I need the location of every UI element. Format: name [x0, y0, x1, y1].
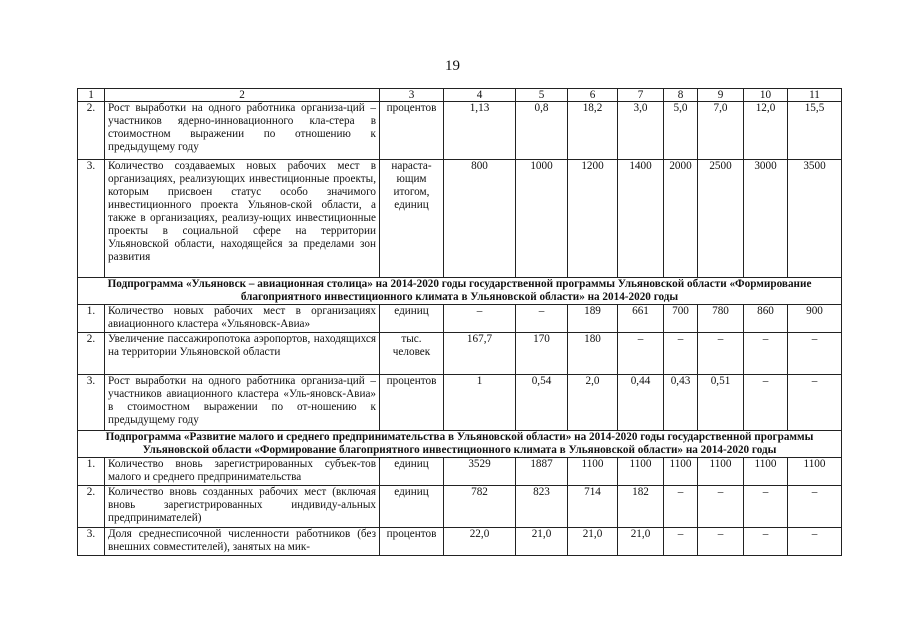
row-number: 2.	[78, 102, 105, 160]
value-cell: –	[664, 333, 698, 375]
value-cell: 0,43	[664, 375, 698, 431]
value-cell: 860	[744, 305, 788, 333]
value-cell: –	[744, 528, 788, 556]
value-cell: –	[788, 333, 842, 375]
value-cell: 1100	[618, 458, 664, 486]
table-row	[78, 305, 842, 333]
subprogram-heading: Подпрограмма «Развитие малого и среднего предпринимательства в Ульяновской области» на 2014-2020 годы государственной программы Ульяновской области «Формирование благоприятного инвестиционного климата в Ульяновской области» на 2014-2020 годы	[78, 431, 842, 458]
value-cell: 3000	[744, 160, 788, 278]
value-cell: 5,0	[664, 102, 698, 160]
value-cell: 21,0	[618, 528, 664, 556]
value-cell: 182	[618, 486, 664, 528]
column-number: 8	[664, 89, 698, 102]
column-number: 3	[380, 89, 444, 102]
column-number: 7	[618, 89, 664, 102]
value-cell: 1100	[664, 458, 698, 486]
value-cell: 1100	[788, 458, 842, 486]
column-number: 11	[788, 89, 842, 102]
value-cell: –	[788, 528, 842, 556]
column-number: 2	[105, 89, 380, 102]
value-cell: 1200	[568, 160, 618, 278]
column-number: 5	[516, 89, 568, 102]
value-cell: 1000	[516, 160, 568, 278]
table-row	[78, 458, 842, 486]
value-cell: –	[664, 486, 698, 528]
indicator-name: Рост выработки на одного работника организа-ций – участников ядерно-инновационного кла-стера в стоимостном выражении по отношению к предыдущему году	[105, 102, 380, 160]
value-cell: 3,0	[618, 102, 664, 160]
value-cell: –	[698, 333, 744, 375]
unit-cell: процентов	[380, 375, 444, 431]
value-cell: –	[516, 305, 568, 333]
unit-cell: процентов	[380, 528, 444, 556]
value-cell: 2,0	[568, 375, 618, 431]
indicator-name: Количество создаваемых новых рабочих мест в организациях, реализующих инвестиционные проекты, которым присвоен статус особо значимого инвестиционного проекта Ульянов-ской области, а также в организациях, реализу-ющих инвестиционные проекты в социальной сфере на территории Ульяновской области, находящейся за пределами зон развития	[105, 160, 380, 278]
row-number: 1.	[78, 305, 105, 333]
value-cell: 189	[568, 305, 618, 333]
value-cell: 12,0	[744, 102, 788, 160]
value-cell: –	[698, 486, 744, 528]
value-cell: 1100	[698, 458, 744, 486]
value-cell: 1	[444, 375, 516, 431]
value-cell: 1100	[744, 458, 788, 486]
value-cell: 2500	[698, 160, 744, 278]
value-cell: 800	[444, 160, 516, 278]
indicator-name: Рост выработки на одного работника организа-ций – участников авиационного кластера «Уль-яновск-Авиа» в стоимостном выражении по от-ношению к предыдущему году	[105, 375, 380, 431]
value-cell: 0,44	[618, 375, 664, 431]
value-cell: 1100	[568, 458, 618, 486]
row-number: 2.	[78, 486, 105, 528]
value-cell: 170	[516, 333, 568, 375]
value-cell: 2000	[664, 160, 698, 278]
value-cell: –	[664, 528, 698, 556]
unit-cell: единиц	[380, 305, 444, 333]
table-row	[78, 102, 842, 160]
unit-cell: процентов	[380, 102, 444, 160]
value-cell: –	[698, 528, 744, 556]
column-number: 9	[698, 89, 744, 102]
value-cell: 3529	[444, 458, 516, 486]
value-cell: 167,7	[444, 333, 516, 375]
value-cell: 22,0	[444, 528, 516, 556]
section-row	[78, 431, 842, 458]
row-number: 3.	[78, 375, 105, 431]
value-cell: 3500	[788, 160, 842, 278]
value-cell: 1,13	[444, 102, 516, 160]
unit-cell: единиц	[380, 486, 444, 528]
value-cell: 823	[516, 486, 568, 528]
value-cell: –	[744, 333, 788, 375]
value-cell: –	[744, 486, 788, 528]
column-number: 4	[444, 89, 516, 102]
value-cell: 7,0	[698, 102, 744, 160]
value-cell: –	[788, 486, 842, 528]
table-row	[78, 333, 842, 375]
table-row	[78, 375, 842, 431]
column-number: 1	[78, 89, 105, 102]
table-row	[78, 528, 842, 556]
indicator-name: Доля среднесписочной численности работников (без внешних совместителей), занятых на мик-	[105, 528, 380, 556]
table-row	[78, 486, 842, 528]
value-cell: 21,0	[568, 528, 618, 556]
table-row	[78, 160, 842, 278]
indicator-name: Количество вновь созданных рабочих мест (включая вновь зарегистрированных индивиду-альных предпринимателей)	[105, 486, 380, 528]
row-number: 2.	[78, 333, 105, 375]
unit-cell: тыс. человек	[380, 333, 444, 375]
value-cell: 700	[664, 305, 698, 333]
unit-cell: нараста-ющим итогом, единиц	[380, 160, 444, 278]
value-cell: –	[444, 305, 516, 333]
value-cell: 18,2	[568, 102, 618, 160]
value-cell: 21,0	[516, 528, 568, 556]
section-row	[78, 278, 842, 305]
value-cell: 780	[698, 305, 744, 333]
value-cell: 180	[568, 333, 618, 375]
value-cell: –	[788, 375, 842, 431]
value-cell: 1400	[618, 160, 664, 278]
column-number: 10	[744, 89, 788, 102]
value-cell: 0,8	[516, 102, 568, 160]
indicators-table	[77, 88, 842, 556]
value-cell: 0,51	[698, 375, 744, 431]
page-number: 19	[445, 58, 460, 74]
value-cell: 782	[444, 486, 516, 528]
value-cell: 900	[788, 305, 842, 333]
value-cell: 0,54	[516, 375, 568, 431]
row-number: 3.	[78, 528, 105, 556]
row-number: 3.	[78, 160, 105, 278]
indicator-name: Количество вновь зарегистрированных субъек-тов малого и среднего предпринимательства	[105, 458, 380, 486]
value-cell: 1887	[516, 458, 568, 486]
value-cell: 714	[568, 486, 618, 528]
value-cell: –	[744, 375, 788, 431]
row-number: 1.	[78, 458, 105, 486]
subprogram-heading: Подпрограмма «Ульяновск – авиационная столица» на 2014-2020 годы государственной программы Ульяновской области «Формирование благоприятного инвестиционного климата в Ульяновской области» на 2014-2020 годы	[78, 278, 842, 305]
value-cell: –	[618, 333, 664, 375]
indicator-name: Количество новых рабочих мест в организациях авиационного кластера «Ульяновск-Авиа»	[105, 305, 380, 333]
indicator-name: Увеличение пассажиропотока аэропортов, находящихся на территории Ульяновской области	[105, 333, 380, 375]
value-cell: 661	[618, 305, 664, 333]
column-number: 6	[568, 89, 618, 102]
unit-cell: единиц	[380, 458, 444, 486]
column-number-row	[78, 89, 842, 102]
value-cell: 15,5	[788, 102, 842, 160]
